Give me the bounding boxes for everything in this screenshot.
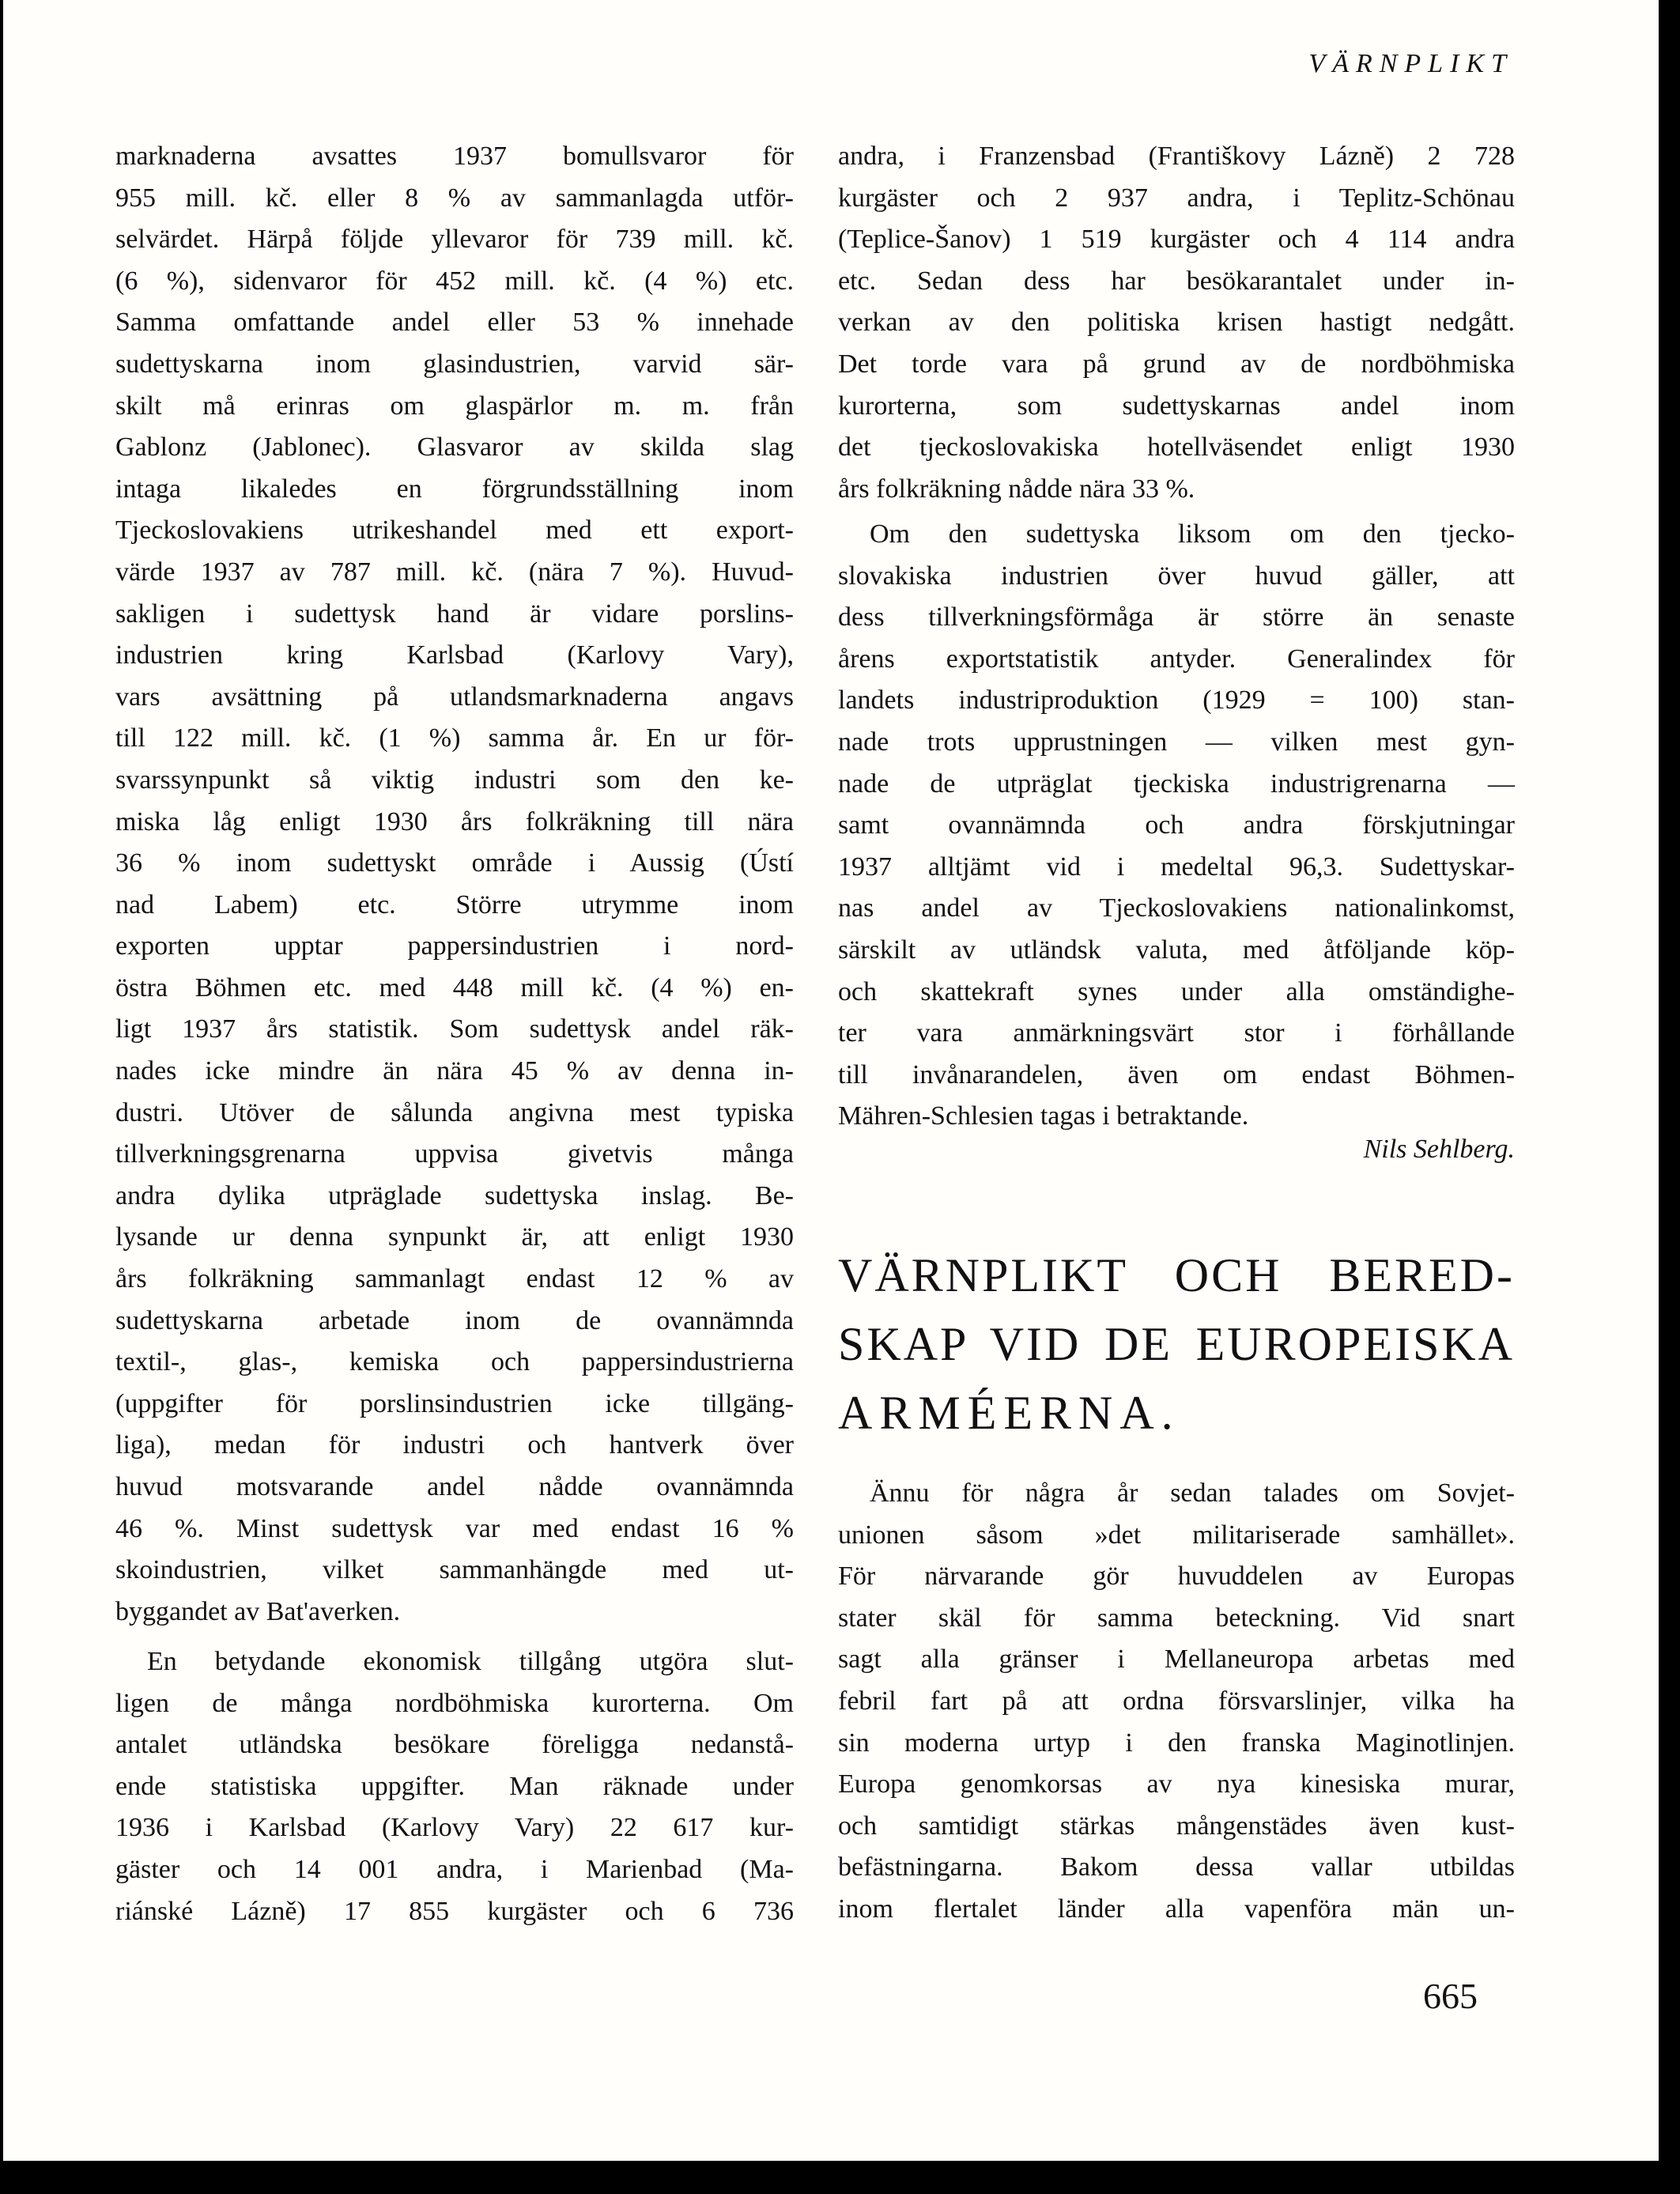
text-line: sagt alla gränser i Mellaneuropa arbetas med bbox=[838, 1645, 1515, 1675]
text-line: Gablonz (Jablonec). Glasvaror av skilda slag bbox=[115, 432, 794, 463]
text-line: Om den sudettyska liksom om den tjecko- bbox=[870, 519, 1515, 549]
paragraph bbox=[838, 514, 1515, 1138]
text-line: det tjeckoslovakiska hotellväsendet enligt 1930 bbox=[838, 432, 1515, 463]
text-line: verkan av den politiska krisen hastigt nedgått. bbox=[838, 308, 1515, 338]
text-line: gäster och 14 001 andra, i Marienbad (Ma- bbox=[115, 1854, 794, 1884]
text-line: Det torde vara på grund av de nordböhmiska bbox=[838, 349, 1515, 379]
article-title-line: ARMÉERNA. bbox=[838, 1387, 1180, 1439]
page bbox=[3, 0, 1659, 2161]
text-line: kurorterna, som sudettyskarnas andel inom bbox=[838, 391, 1515, 421]
text-line: huvud motsvarande andel nådde ovannämnda bbox=[115, 1472, 794, 1501]
text-line: nade trots upprustningen — vilken mest gyn- bbox=[838, 727, 1515, 757]
text-line: ende statistiska uppgifter. Man räknade under bbox=[115, 1771, 794, 1801]
text-line: febril fart på att ordna försvarslinjer, vilka ha bbox=[838, 1686, 1515, 1716]
text-line: dess tillverkningsförmåga är större än senaste bbox=[838, 602, 1515, 633]
text-line: 955 mill. kč. eller 8 % av sammanlagda utför- bbox=[115, 183, 794, 213]
text-line: stater skäl för samma beteckning. Vid snart bbox=[838, 1603, 1515, 1633]
page-number: 665 bbox=[1423, 1976, 1478, 2016]
text-line: Mähren-Schlesien tagas i betraktande. bbox=[838, 1101, 1249, 1131]
text-line: unionen såsom »det militariserade samhället». bbox=[838, 1520, 1515, 1550]
text-line: samt ovannämnda och andra förskjutningar bbox=[838, 810, 1515, 840]
text-line: års folkräkning sammanlagt endast 12 % av bbox=[115, 1264, 794, 1294]
paragraph bbox=[115, 136, 794, 1633]
text-line: 1937 alltjämt vid i medeltal 96,3. Sudettyskar- bbox=[838, 852, 1515, 882]
text-line: kurgäster och 2 937 andra, i Teplitz-Schönau bbox=[838, 183, 1515, 213]
text-line: byggandet av Bat'averken. bbox=[115, 1596, 401, 1626]
text-line: befästningarna. Bakom dessa vallar utbildas bbox=[838, 1852, 1515, 1882]
text-line: nades icke mindre än nära 45 % av denna in- bbox=[115, 1056, 794, 1086]
text-line: (Teplice-Šanov) 1 519 kurgäster och 4 114 andra bbox=[838, 225, 1515, 255]
article-title bbox=[838, 1241, 1515, 1448]
text-line: 1936 i Karlsbad (Karlovy Vary) 22 617 kur- bbox=[115, 1813, 794, 1843]
text-line: tillverkningsgrenarna uppvisa givetvis många bbox=[115, 1139, 794, 1169]
paragraph bbox=[115, 1641, 794, 1932]
text-line: inom flertalet länder alla vapenföra män un- bbox=[838, 1894, 1515, 1924]
text-line: och samtidigt stärkas mångenstädes även kust- bbox=[838, 1811, 1515, 1841]
text-line: miska låg enligt 1930 års folkräkning till nära bbox=[115, 806, 794, 836]
text-line: sin moderna urtyp i den franska Maginotlinjen. bbox=[838, 1728, 1515, 1758]
text-line: landets industriproduktion (1929 = 100) stan- bbox=[838, 685, 1515, 716]
text-line: ligen de många nordböhmiska kurorterna. Om bbox=[115, 1688, 794, 1718]
text-line: slovakiska industrien över huvud gäller, att bbox=[838, 561, 1515, 591]
text-line: värde 1937 av 787 mill. kč. (nära 7 %). Huvud- bbox=[115, 557, 794, 587]
text-line: östra Böhmen etc. med 448 mill kč. (4 %) en- bbox=[115, 972, 794, 1003]
text-line: En betydande ekonomisk tillgång utgöra slut- bbox=[147, 1647, 794, 1676]
text-line: vars avsättning på utlandsmarknaderna angavs bbox=[115, 682, 794, 712]
text-line: selvärdet. Härpå följde yllevaror för 739 mill. kč. bbox=[115, 225, 794, 255]
text-line: antalet utländska besökare föreligga nedanstå- bbox=[115, 1730, 794, 1760]
text-line: till 122 mill. kč. (1 %) samma år. En ur för- bbox=[115, 723, 794, 753]
text-line: sudettyskarna arbetade inom de ovannämnda bbox=[115, 1305, 794, 1335]
text-line: Ännu för några år sedan talades om Sovjet- bbox=[870, 1478, 1515, 1508]
text-line: sakligen i sudettysk hand är vidare porslins- bbox=[115, 599, 794, 629]
text-line: Tjeckoslovakiens utrikeshandel med ett export- bbox=[115, 515, 794, 546]
text-line: till invånarandelen, även om endast Böhmen- bbox=[838, 1059, 1515, 1089]
text-line: lysande ur denna synpunkt är, att enligt 1930 bbox=[115, 1222, 794, 1252]
article-title-line: SKAP VID DE EUROPEISKA bbox=[838, 1318, 1515, 1370]
text-line: sudettyskarna inom glasindustrien, varvid sär- bbox=[115, 349, 794, 379]
text-line: andra, i Franzensbad (Františkovy Lázně) 2 728 bbox=[838, 142, 1515, 171]
text-line: nad Labem) etc. Större utrymme inom bbox=[115, 889, 794, 920]
text-line: skoindustrien, vilket sammanhängde med ut- bbox=[115, 1555, 794, 1585]
text-line: dustri. Utöver de sålunda angivna mest typiska bbox=[115, 1097, 794, 1127]
text-line: För närvarande gör huvuddelen av Europas bbox=[838, 1561, 1515, 1592]
text-line: (uppgifter för porslinsindustrien icke tillgäng- bbox=[115, 1388, 794, 1418]
text-line: nade de utpräglat tjeckiska industrigrenarna — bbox=[838, 768, 1515, 799]
running-head: VÄRNPLIKT bbox=[1308, 49, 1513, 78]
paragraph bbox=[838, 136, 1515, 510]
text-line: etc. Sedan dess har besökarantalet under in- bbox=[838, 266, 1515, 296]
text-line: 36 % inom sudettyskt område i Aussig (Ústí bbox=[115, 848, 794, 878]
text-line: textil-, glas-, kemiska och pappersindustrierna bbox=[115, 1347, 794, 1377]
article-title-line: VÄRNPLIKT OCH BERED- bbox=[838, 1249, 1515, 1301]
text-line: liga), medan för industri och hantverk över bbox=[115, 1430, 794, 1460]
text-line: intaga likaledes en förgrundsställning inom bbox=[115, 474, 794, 504]
text-line: skilt må erinras om glaspärlor m. m. från bbox=[115, 391, 794, 421]
author-signature: Nils Sehlberg. bbox=[1363, 1135, 1515, 1164]
text-line: andra dylika utpräglade sudettyska inslag. Be- bbox=[115, 1180, 794, 1210]
text-line: marknaderna avsattes 1937 bomullsvaror för bbox=[115, 142, 794, 171]
text-line: års folkräkning nådde nära 33 %. bbox=[838, 474, 1195, 504]
text-line: årens exportstatistik antyder. Generalindex för bbox=[838, 644, 1515, 674]
text-line: (6 %), sidenvaror för 452 mill. kč. (4 %) etc. bbox=[115, 266, 794, 296]
text-line: ter vara anmärkningsvärt stor i förhållande bbox=[838, 1018, 1515, 1048]
text-line: ligt 1937 års statistik. Som sudettysk andel räk- bbox=[115, 1014, 794, 1044]
text-line: exporten upptar pappersindustrien i nord- bbox=[115, 931, 794, 961]
text-line: särskilt av utländsk valuta, med åtföljande köp- bbox=[838, 935, 1515, 965]
text-line: riánské Lázně) 17 855 kurgäster och 6 736 bbox=[115, 1896, 794, 1926]
text-line: 46 %. Minst sudettysk var med endast 16 % bbox=[115, 1513, 794, 1543]
text-line: nas andel av Tjeckoslovakiens nationalinkomst, bbox=[838, 893, 1515, 923]
text-line: och skattekraft synes under alla omständighe- bbox=[838, 976, 1515, 1006]
text-line: Europa genomkorsas av nya kinesiska murar, bbox=[838, 1769, 1515, 1799]
text-line: Samma omfattande andel eller 53 % innehade bbox=[115, 308, 794, 338]
text-line: svarssynpunkt så viktig industri som den ke- bbox=[115, 765, 794, 795]
paragraph bbox=[838, 1473, 1515, 1931]
text-line: industrien kring Karlsbad (Karlovy Vary), bbox=[115, 640, 794, 670]
